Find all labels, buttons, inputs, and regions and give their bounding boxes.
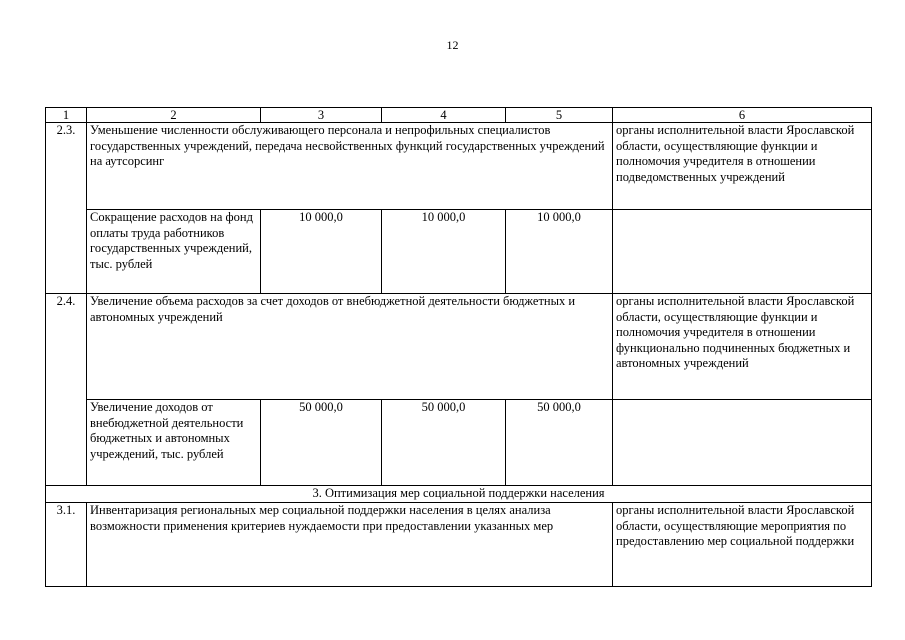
table-row (46, 400, 872, 486)
table-row (46, 503, 872, 587)
measure-title: Уменьшение численности обслуживающего персонала и непрофильных специалистов государственных учреждений, передача несвойственных функций государственных учреждений на аутсорсинг (87, 123, 613, 210)
measure-executor: органы исполнительной власти Ярославской области, осуществляющие функции и полномочия учредителя в отношении подведомственных учреждений (613, 123, 872, 210)
indicator-value-col4: 50 000,0 (382, 400, 506, 486)
measures-table (45, 107, 872, 587)
col-header-3: 3 (261, 108, 382, 123)
empty-cell (613, 400, 872, 486)
indicator-value-col3: 10 000,0 (261, 210, 382, 294)
page-number: 12 (446, 38, 459, 52)
col-header-6: 6 (613, 108, 872, 123)
table-header-row (46, 108, 872, 123)
indicator-name: Сокращение расходов на фонд оплаты труда работников государственных учреждений, тыс. рублей (87, 210, 261, 294)
indicator-value-col5: 10 000,0 (506, 210, 613, 294)
row-number: 2.3. (46, 123, 87, 294)
measure-title: Инвентаризация региональных мер социальной поддержки населения в целях анализа возможности применения критериев нуждаемости при предоставлении указанных мер (87, 503, 613, 587)
indicator-name: Увеличение доходов от внебюджетной деятельности бюджетных и автономных учреждений, тыс. рублей (87, 400, 261, 486)
empty-cell (613, 210, 872, 294)
measure-executor: органы исполнительной власти Ярославской области, осуществляющие мероприятия по предоставлению мер социальной поддержки (613, 503, 872, 587)
indicator-value-col4: 10 000,0 (382, 210, 506, 294)
col-header-1: 1 (46, 108, 87, 123)
table-row (46, 123, 872, 210)
row-number: 2.4. (46, 294, 87, 486)
row-number: 3.1. (46, 503, 87, 587)
measure-executor: органы исполнительной власти Ярославской области, осуществляющие функции и полномочия учредителя в отношении функционально подчиненных бюджетных и автономных учреждений (613, 294, 872, 400)
col-header-2: 2 (87, 108, 261, 123)
indicator-value-col3: 50 000,0 (261, 400, 382, 486)
section-heading: 3. Оптимизация мер социальной поддержки населения (46, 486, 872, 503)
measure-title: Увеличение объема расходов за счет доходов от внебюджетной деятельности бюджетных и автономных учреждений (87, 294, 613, 400)
table-row (46, 210, 872, 294)
col-header-4: 4 (382, 108, 506, 123)
section-heading-row (46, 486, 872, 503)
table-row (46, 294, 872, 400)
col-header-5: 5 (506, 108, 613, 123)
indicator-value-col5: 50 000,0 (506, 400, 613, 486)
